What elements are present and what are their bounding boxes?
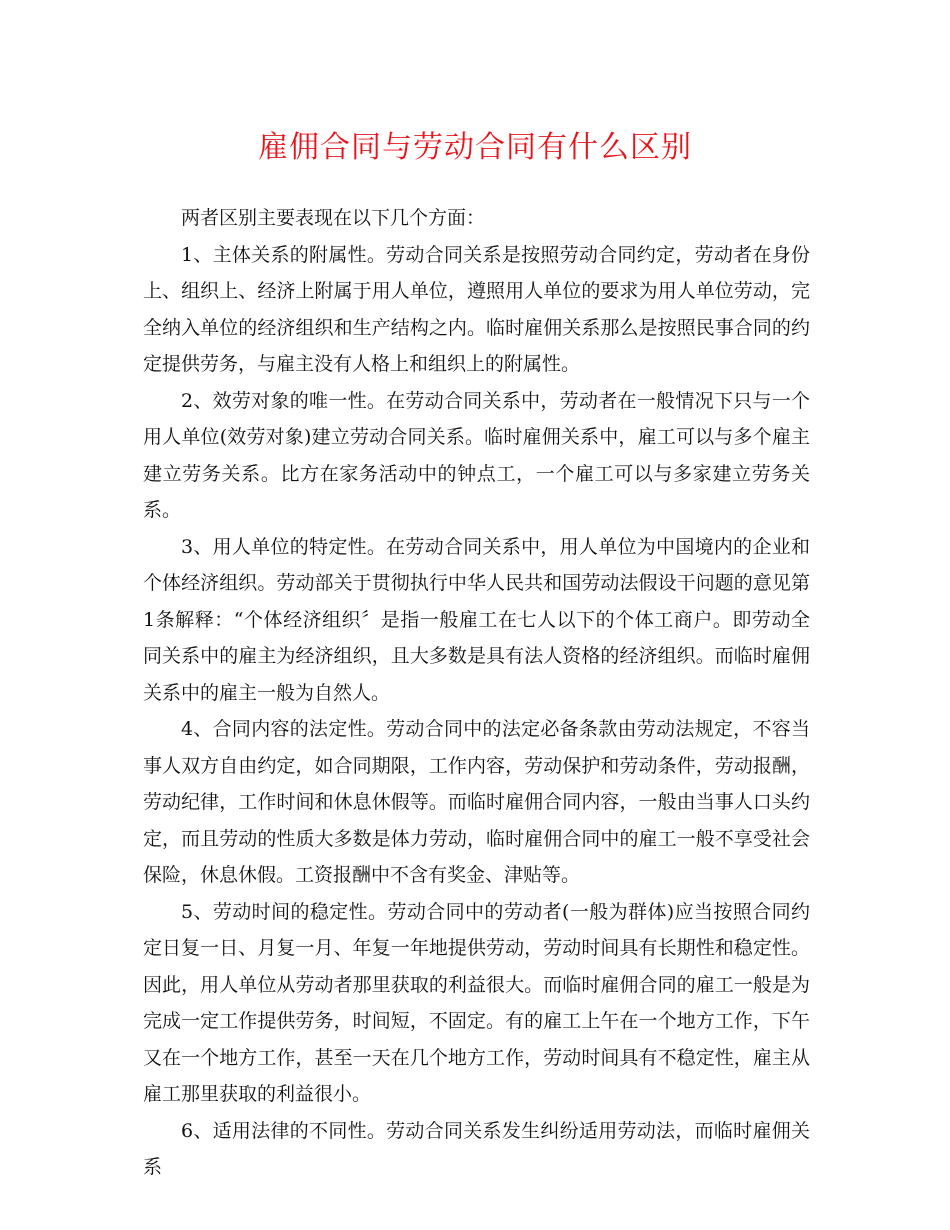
- paragraph-3-employer-specificity: 3、用人单位的特定性。在劳动合同关系中，用人单位为中国境内的企业和个体经济组织。劳动部关于贯彻执行中华人民共和国劳动法假设干问题的意见第1条解释：“个体经济组织〞是指一般雇工在七人以下的个体工商户。即劳动全同关系中的雇主为经济组织，且大多数是具有法人资格的经济组织。而临时雇佣关系中的雇主一般为自然人。: [143, 535, 810, 704]
- paragraph-5-working-time-stability: 5、劳动时间的稳定性。劳动合同中的劳动者(一般为群体)应当按照合同约定日复一日、月复一月、年复一年地提供劳动，劳动时间具有长期性和稳定性。因此，用人单位从劳动者那里获取的利益很大。而临时雇佣合同的雇工一般是为完成一定工作提供劳务，时间短，不固定。有的雇工上午在一个地方工作，下午又在一个地方工作，甚至一天在几个地方工作，劳动时间具有不稳定性，雇主从雇工那里获取的利益很小。: [143, 900, 810, 1105]
- intro-paragraph: 两者区别主要表现在以下几个方面：: [181, 207, 486, 229]
- document-title: 雇佣合同与劳动合同有什么区别: [258, 130, 692, 165]
- paragraph-4-statutory-content: 4、合同内容的法定性。劳动合同中的法定必备条款由劳动法规定，不容当事人双方自由约定，如合同期限，工作内容，劳动保护和劳动条件，劳动报酬，劳动纪律，工作时间和休息休假等。而临时雇佣合同内容，一般由当事人口头约定，而且劳动的性质大多数是体力劳动，临时雇佣合同中的雇工一般不享受社会保险，休息休假。工资报酬中不含有奖金、津贴等。: [143, 718, 810, 886]
- paragraph-2-service-uniqueness: 2、效劳对象的唯一性。在劳动合同关系中，劳动者在一般情况下只与一个用人单位(效劳对象)建立劳动合同关系。临时雇佣关系中，雇工可以与多个雇主建立劳务关系。比方在家务活动中的钟点工，一个雇工可以与多家建立劳务关系。: [143, 389, 810, 521]
- document-body: [143, 200, 810, 1186]
- paragraph-6-applicable-law: 6、适用法律的不同性。劳动合同关系发生纠纷适用劳动法，而临时雇佣关系: [143, 1119, 810, 1178]
- paragraph-1-subject-subordination: 1、主体关系的附属性。劳动合同关系是按照劳动合同约定，劳动者在身份上、组织上、经济上附属于用人单位，遵照用人单位的要求为用人单位劳动，完全纳入单位的经济组织和生产结构之内。临时雇佣关系那么是按照民事合同的约定提供劳务，与雇主没有人格上和组织上的附属性。: [143, 243, 810, 375]
